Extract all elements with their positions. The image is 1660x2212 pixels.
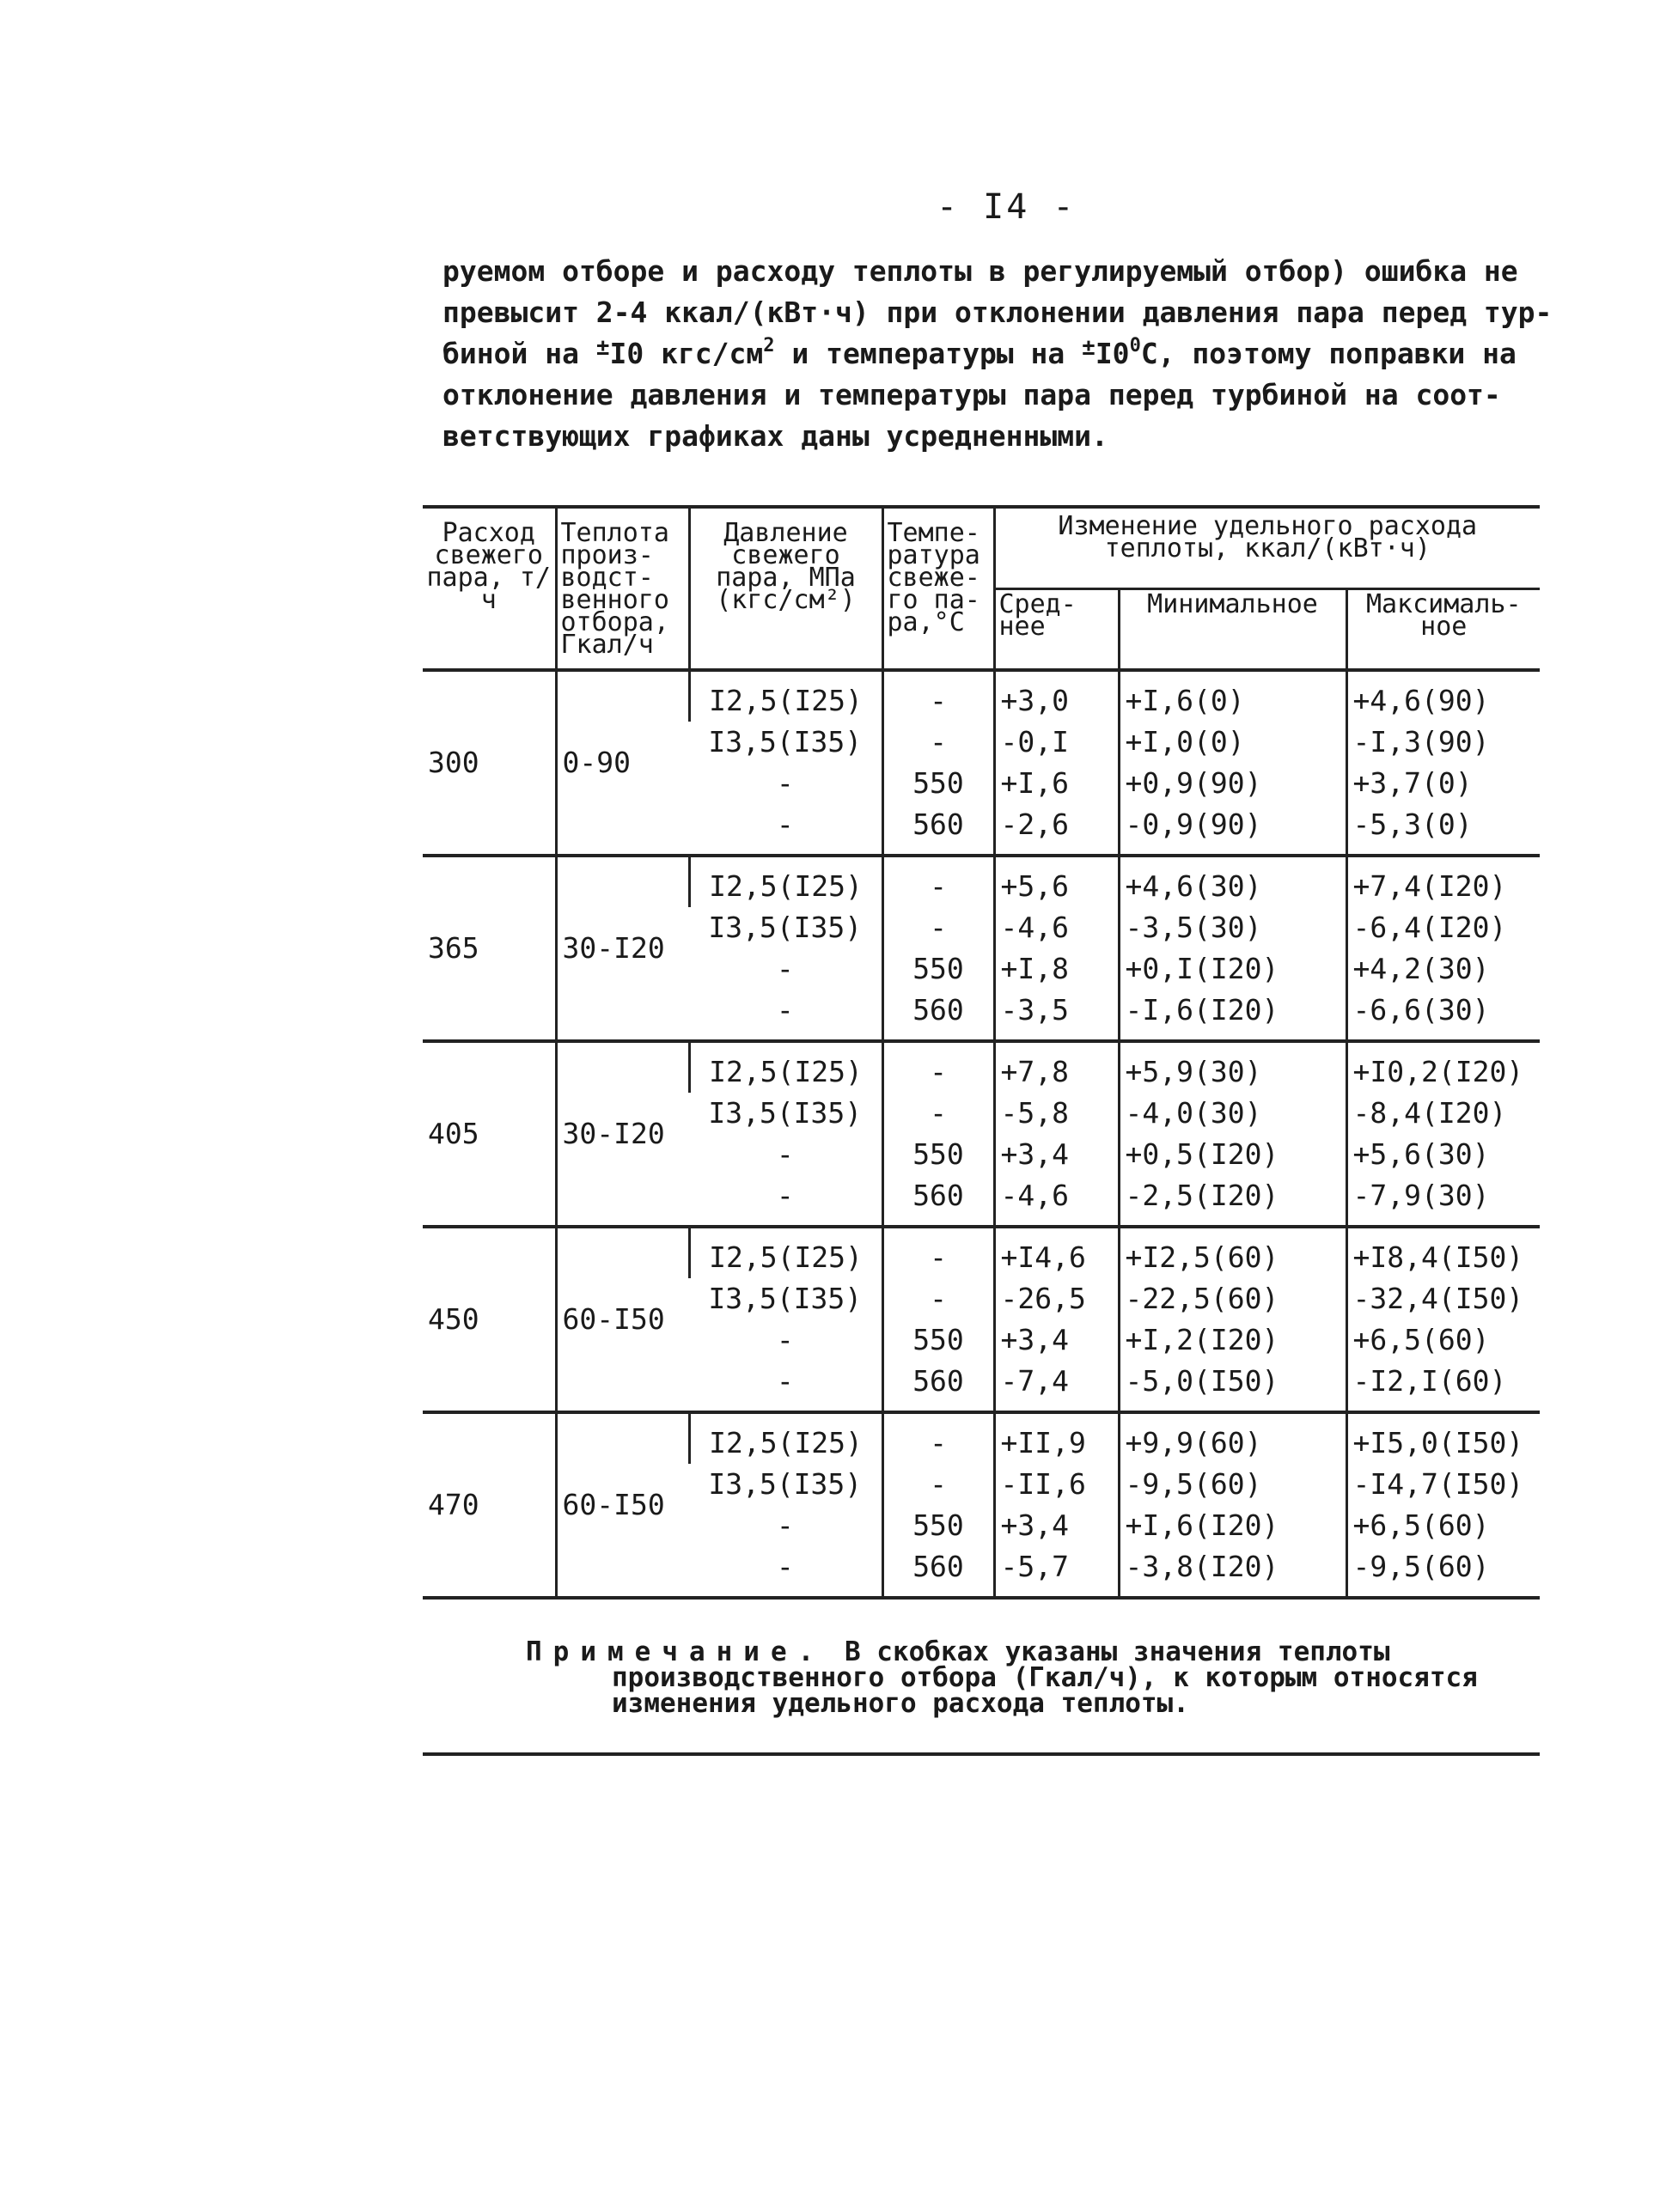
table-body (423, 670, 1540, 1598)
pressure-cell: - (689, 990, 882, 1041)
avg-cell: -3,5 (994, 990, 1119, 1041)
temperature-cell: - (882, 670, 994, 722)
avg-cell: +3,4 (994, 1134, 1119, 1175)
pressure-cell: I3,5(I35) (708, 1282, 863, 1315)
temperature-cell: 550 (882, 1505, 994, 1546)
heat-cell: 30-I20 (556, 856, 689, 1041)
min-cell: -I,6(I20) (1119, 990, 1346, 1041)
max-cell: +5,6(30) (1346, 1134, 1540, 1175)
pressure-cell: I3,5(I35) (708, 911, 863, 944)
min-cell: -9,5(60) (1119, 1464, 1346, 1505)
pressure-cell: I2,5(I25) (689, 1041, 882, 1093)
header-temperature: Темпе-ратура свеже-го па-ра,°С (882, 507, 994, 670)
paragraph-line: отклонение давления и температуры пара перед турбиной на соот- (442, 378, 1501, 411)
plus-minus-sign: ± (595, 335, 610, 361)
pressure-cell: I2,5(I25) (689, 1412, 882, 1464)
max-cell: +7,4(I20) (1346, 856, 1540, 907)
table-row (423, 1412, 1540, 1464)
text-span: I0 (1095, 337, 1130, 370)
superscript: 2 (763, 335, 775, 356)
max-cell: +I8,4(I50) (1346, 1227, 1540, 1278)
avg-cell: -2,6 (994, 804, 1119, 856)
note-lead: Примечание. (526, 1636, 826, 1667)
header-avg: Сред-нее (994, 588, 1119, 670)
flow-cell: 405 (423, 1041, 556, 1227)
temperature-cell: 560 (882, 990, 994, 1041)
min-cell: -22,5(60) (1119, 1278, 1346, 1319)
max-cell: -I2,I(60) (1346, 1361, 1540, 1412)
min-cell: +0,5(I20) (1119, 1134, 1346, 1175)
max-cell: +I0,2(I20) (1346, 1041, 1540, 1093)
temperature-cell: 550 (882, 948, 994, 990)
flow-cell: 450 (423, 1227, 556, 1412)
temperature-cell: - (882, 1227, 994, 1278)
table-row (423, 856, 1540, 907)
max-cell: +I5,0(I50) (1346, 1412, 1540, 1464)
avg-cell: -7,4 (994, 1361, 1119, 1412)
body-paragraph (442, 251, 1559, 457)
temperature-cell: 550 (882, 1319, 994, 1361)
min-cell: +5,9(30) (1119, 1041, 1346, 1093)
temperature-cell: 560 (882, 804, 994, 856)
pressure-cell: I2,5(I25) (689, 670, 882, 722)
avg-cell: -5,7 (994, 1546, 1119, 1598)
avg-cell: +7,8 (994, 1041, 1119, 1093)
temperature-cell: - (882, 1464, 994, 1505)
temperature-cell: - (882, 907, 994, 948)
pressure-cell: I2,5(I25) (689, 856, 882, 907)
max-cell: -6,4(I20) (1346, 907, 1540, 948)
text-span: биной на (442, 337, 596, 370)
page-number: - I4 - (937, 187, 1077, 227)
min-cell: -5,0(I50) (1119, 1361, 1346, 1412)
avg-cell: -II,6 (994, 1464, 1119, 1505)
max-cell: -I,3(90) (1346, 722, 1540, 763)
temperature-cell: - (882, 722, 994, 763)
min-cell: +9,9(60) (1119, 1412, 1346, 1464)
pressure-cell: - (776, 952, 794, 985)
max-cell: +4,2(30) (1346, 948, 1540, 990)
temperature-cell: 560 (882, 1175, 994, 1227)
min-cell: -3,8(I20) (1119, 1546, 1346, 1598)
table-row (423, 1227, 1540, 1278)
pressure-cell: - (689, 804, 882, 856)
pressure-cell: I3,5(I35) (708, 725, 863, 759)
avg-cell: +II,9 (994, 1412, 1119, 1464)
header-change-group: Изменение удельного расхода теплоты, ккал/(кВт·ч) (994, 507, 1540, 588)
max-cell: +6,5(60) (1346, 1319, 1540, 1361)
pressure-cell: - (689, 1175, 882, 1227)
temperature-cell: 550 (882, 763, 994, 804)
min-cell: +I,2(I20) (1119, 1319, 1346, 1361)
max-cell: -9,5(60) (1346, 1546, 1540, 1598)
temperature-cell: 550 (882, 1134, 994, 1175)
heat-cell: 60-I50 (556, 1227, 689, 1412)
min-cell: +I,6(0) (1119, 670, 1346, 722)
heat-cell: 60-I50 (556, 1412, 689, 1598)
avg-cell: -5,8 (994, 1093, 1119, 1134)
avg-cell: +3,0 (994, 670, 1119, 722)
plus-minus-sign: ± (1082, 335, 1095, 361)
min-cell: +0,I(I20) (1119, 948, 1346, 990)
avg-cell: +I,8 (994, 948, 1119, 990)
min-cell: +I2,5(60) (1119, 1227, 1346, 1278)
max-cell: -7,9(30) (1346, 1175, 1540, 1227)
note-line: производственного отбора (Гкал/ч), к которым относятся (612, 1662, 1478, 1693)
min-cell: +4,6(30) (1119, 856, 1346, 907)
paragraph-line: руемом отборе и расходу теплоты в регулируемый отбор) ошибка не (442, 254, 1518, 288)
temperature-cell: - (882, 1041, 994, 1093)
text-span: С, поэтому поправки на (1140, 337, 1517, 370)
avg-cell: -0,I (994, 722, 1119, 763)
avg-cell: -4,6 (994, 907, 1119, 948)
heat-cell: 30-I20 (556, 1041, 689, 1227)
degree-superscript: 0 (1129, 335, 1141, 356)
header-max: Максималь-ное (1346, 588, 1540, 670)
temperature-cell: 560 (882, 1361, 994, 1412)
text-span: и температуры на (774, 337, 1083, 370)
table-note (526, 1636, 1540, 1719)
pressure-cell: - (776, 766, 794, 800)
note-line: изменения удельного расхода теплоты. (612, 1688, 1189, 1719)
table-row (423, 670, 1540, 722)
avg-cell: +I,6 (994, 763, 1119, 804)
max-cell: -8,4(I20) (1346, 1093, 1540, 1134)
flow-cell: 300 (423, 670, 556, 856)
paragraph-line: ветствующих графиках даны усредненными. (442, 419, 1108, 453)
avg-cell: +3,4 (994, 1505, 1119, 1546)
temperature-cell: - (882, 1093, 994, 1134)
max-cell: -6,6(30) (1346, 990, 1540, 1041)
avg-cell: +I4,6 (994, 1227, 1119, 1278)
pressure-cell: I3,5(I35) (708, 1096, 863, 1130)
max-cell: -32,4(I50) (1346, 1278, 1540, 1319)
min-cell: -2,5(I20) (1119, 1175, 1346, 1227)
bottom-divider (423, 1752, 1540, 1756)
avg-cell: +3,4 (994, 1319, 1119, 1361)
min-cell: -0,9(90) (1119, 804, 1346, 856)
temperature-cell: - (882, 1278, 994, 1319)
correction-table (423, 505, 1540, 1600)
flow-cell: 365 (423, 856, 556, 1041)
paragraph-line: превысит 2-4 ккал/(кВт·ч) при отклонении давления пара перед тур- (442, 296, 1553, 329)
note-line: В скобках указаны значения теплоты (844, 1636, 1390, 1667)
avg-cell: +5,6 (994, 856, 1119, 907)
pressure-cell: I3,5(I35) (708, 1467, 863, 1501)
table-row (423, 1041, 1540, 1093)
temperature-cell: - (882, 856, 994, 907)
max-cell: -I4,7(I50) (1346, 1464, 1540, 1505)
text-span: I0 кгс/см (609, 337, 764, 370)
temperature-cell: - (882, 1412, 994, 1464)
max-cell: +6,5(60) (1346, 1505, 1540, 1546)
flow-cell: 470 (423, 1412, 556, 1598)
heat-cell: 0-90 (556, 670, 689, 856)
pressure-cell: - (776, 1137, 794, 1171)
header-heat: Теплота произ-водст-венного отбора, Гкал/ч (556, 507, 689, 670)
pressure-cell: - (689, 1546, 882, 1598)
avg-cell: -4,6 (994, 1175, 1119, 1227)
pressure-cell: - (689, 1361, 882, 1412)
min-cell: +I,0(0) (1119, 722, 1346, 763)
pressure-cell: I2,5(I25) (689, 1227, 882, 1278)
header-flow: Расход свежего пара, т/ч (423, 507, 556, 670)
header-min: Минимальное (1119, 588, 1346, 670)
min-cell: +0,9(90) (1119, 763, 1346, 804)
min-cell: -3,5(30) (1119, 907, 1346, 948)
min-cell: +I,6(I20) (1119, 1505, 1346, 1546)
max-cell: -5,3(0) (1346, 804, 1540, 856)
pressure-cell: - (776, 1508, 794, 1542)
pressure-cell: - (776, 1323, 794, 1356)
max-cell: +4,6(90) (1346, 670, 1540, 722)
max-cell: +3,7(0) (1346, 763, 1540, 804)
temperature-cell: 560 (882, 1546, 994, 1598)
min-cell: -4,0(30) (1119, 1093, 1346, 1134)
header-pressure: Давление свежего пара, МПа (кгс/см²) (689, 507, 882, 670)
paragraph-line (442, 333, 1559, 375)
avg-cell: -26,5 (994, 1278, 1119, 1319)
